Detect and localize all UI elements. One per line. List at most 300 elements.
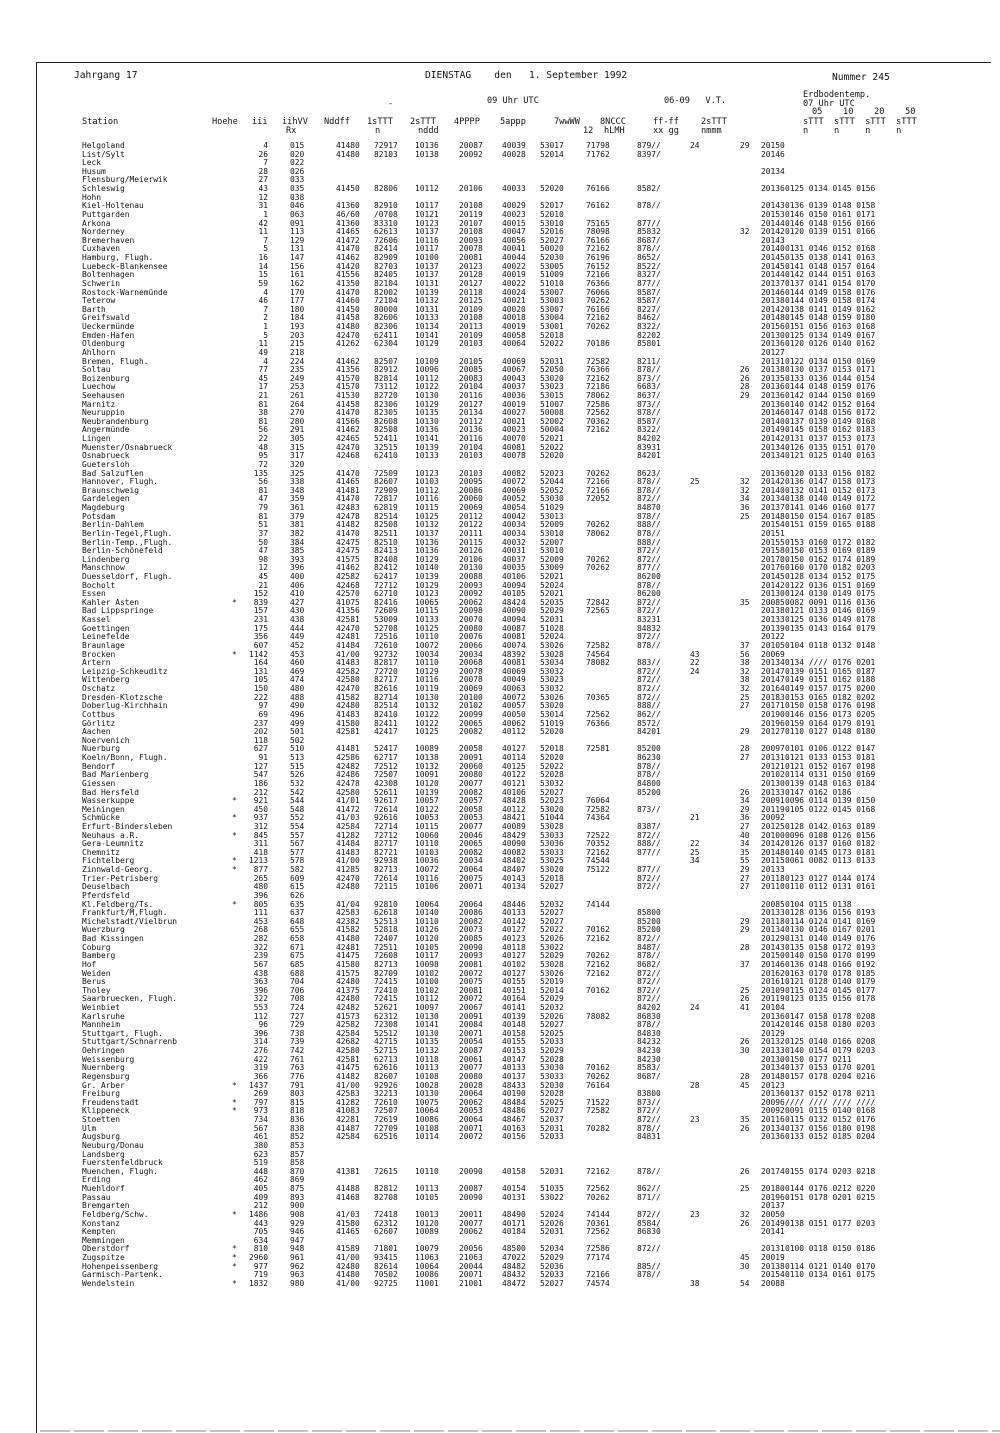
cell-field-4: 10134 <box>415 322 439 332</box>
cell-field-4: 10103 <box>415 477 439 487</box>
mountain-station-marker: * <box>232 813 237 823</box>
station-name: Noervenich <box>82 735 130 745</box>
cell-field-0: 2 <box>263 313 268 323</box>
cell-field-3: 82909 <box>374 253 398 263</box>
cell-field-5: 20077 <box>459 821 483 831</box>
station-name: Wuerzburg <box>82 925 125 935</box>
station-name: Erfurt-Bindersleben <box>82 821 173 831</box>
cell-field-11: 29 <box>740 727 750 737</box>
cell-field-0: 282 <box>253 934 268 944</box>
cell-field-7: 53030 <box>540 1063 564 1073</box>
cell-field-9: 877// <box>637 865 661 875</box>
cell-field-13: 0146 0156 0173 0205 <box>785 709 876 719</box>
cell-field-5: 20044 <box>459 1261 483 1271</box>
cell-field-3: 72609 <box>374 606 398 616</box>
cell-field-2: 42481 <box>336 632 360 642</box>
cell-field-3: 82414 <box>374 244 398 254</box>
cell-field-5: 21001 <box>459 1278 483 1288</box>
cell-field-3: 72415 <box>374 977 398 987</box>
cell-field-13: 0153 0165 0182 0202 <box>785 692 876 702</box>
cell-field-7: 53025 <box>540 856 564 866</box>
cell-field-10: 25 <box>690 847 700 857</box>
mountain-station-marker: * <box>232 1278 237 1288</box>
cell-field-2: 41589 <box>336 1244 360 1254</box>
cell-field-7: 52027 <box>540 1278 564 1288</box>
cell-field-3: 52417 <box>374 744 398 754</box>
cell-field-4: 10086 <box>415 1270 439 1280</box>
cell-field-2: 42570 <box>336 589 360 599</box>
cell-field-9: 84230 <box>637 1054 661 1064</box>
cell-field-6: 48407 <box>502 865 526 875</box>
cell-field-5: 20064 <box>459 1089 483 1099</box>
cell-field-0: 43 <box>258 184 268 194</box>
station-name: Tholey <box>82 985 111 995</box>
cell-field-6: 40041 <box>502 244 526 254</box>
cell-field-7: 52050 <box>540 365 564 375</box>
cell-field-4: 10132 <box>415 520 439 530</box>
cell-field-11: 26 <box>740 1037 750 1047</box>
cell-field-3: 92617 <box>374 796 398 806</box>
cell-field-8: 72052 <box>586 494 610 504</box>
station-name: Konstanz <box>82 1218 121 1228</box>
cell-field-13: 0121 0128 0140 0179 <box>785 977 876 987</box>
cell-field-0: 553 <box>253 1003 268 1012</box>
cell-field-4: 10133 <box>415 615 439 625</box>
cell-field-6: 40058 <box>502 330 526 340</box>
cell-field-9: 8387/ <box>637 821 661 831</box>
cell-field-12: 20134 <box>761 925 785 935</box>
cell-field-6: 40072 <box>502 692 526 702</box>
cell-field-7: 53020 <box>540 804 564 814</box>
cell-field-13: 0151 0159 0165 0188 <box>785 520 876 530</box>
cell-field-1: 427 <box>290 597 305 607</box>
cell-field-0: 17 <box>258 382 268 392</box>
cell-field-4: 10113 <box>415 1184 439 1194</box>
cell-field-5: 20118 <box>459 287 483 297</box>
cell-field-1: 215 <box>290 339 305 349</box>
cell-field-6: 40155 <box>502 1037 526 1047</box>
cell-field-5: 20093 <box>459 580 483 590</box>
cell-field-3: 72407 <box>374 934 398 944</box>
cell-field-10: 24 <box>690 666 700 676</box>
cell-field-4: 10132 <box>415 1046 439 1056</box>
station-name: Muehldorf <box>82 1184 125 1194</box>
cell-field-9: 877// <box>637 847 661 857</box>
cell-field-6: 40062 <box>502 718 526 728</box>
cell-field-4: 10123 <box>415 468 439 478</box>
cell-field-3: 82703 <box>374 261 398 271</box>
cell-field-1: 496 <box>290 709 305 719</box>
cell-field-4: 10129 <box>415 666 439 676</box>
cell-field-7: 52024 <box>540 632 564 642</box>
cell-field-4: 10112 <box>415 485 439 495</box>
cell-field-2: 41575 <box>336 968 360 978</box>
cell-field-0: 7 <box>263 304 268 314</box>
cell-field-3: 82614 <box>374 1261 398 1271</box>
cell-field-3: 82817 <box>374 658 398 668</box>
cell-field-6: 40190 <box>502 1089 526 1099</box>
cell-field-3: 82607 <box>374 1071 398 1081</box>
cell-field-8: 78098 <box>586 227 610 237</box>
cell-field-11: 26 <box>740 1166 750 1176</box>
cell-field-1: 929 <box>290 1218 305 1228</box>
cell-field-0: 69 <box>258 709 268 719</box>
cell-field-6: 40137 <box>502 1071 526 1081</box>
cell-field-6: 40105 <box>502 589 526 599</box>
cell-field-4: 10122 <box>415 804 439 814</box>
cell-field-7: 51029 <box>540 503 564 513</box>
cell-field-3: 82713 <box>374 959 398 969</box>
cell-field-1: 359 <box>290 494 305 504</box>
cell-field-5: 20090 <box>459 1192 483 1202</box>
cell-field-2: 42584 <box>336 1028 360 1038</box>
cell-field-0: 12 <box>258 192 268 202</box>
cell-field-4: 10122 <box>415 718 439 728</box>
cell-field-0: 396 <box>253 985 268 995</box>
cell-field-0: 269 <box>253 1089 268 1099</box>
cell-field-1: 249 <box>290 373 305 383</box>
cell-field-4: 10036 <box>415 856 439 866</box>
col-8nccc: 8NCCC <box>600 117 626 127</box>
cell-field-6: 40078 <box>502 451 526 461</box>
station-name: Freiburg <box>82 1089 121 1099</box>
cell-field-4: 10133 <box>415 451 439 461</box>
cell-field-2: 41356 <box>336 365 360 375</box>
cell-field-3: 72709 <box>374 1123 398 1133</box>
station-name: Klippeneck <box>82 1106 130 1116</box>
cell-field-12: 20145 <box>761 572 785 581</box>
cell-field-3: 93415 <box>374 1252 398 1262</box>
cell-field-6: 40131 <box>502 1192 526 1202</box>
cell-field-5: 20106 <box>459 184 483 194</box>
cell-field-2: 42580 <box>336 787 360 797</box>
cell-field-1: 582 <box>290 865 305 875</box>
cell-field-5: 20066 <box>459 640 483 650</box>
cell-field-6: 40127 <box>502 968 526 978</box>
cell-field-7: 52022 <box>540 761 564 771</box>
cell-field-5: 20088 <box>459 572 483 581</box>
cell-field-1: 091 <box>290 218 305 228</box>
cell-field-7: 52020 <box>540 451 564 461</box>
cell-field-1: 637 <box>290 908 305 918</box>
cell-field-11: 26 <box>740 1123 750 1133</box>
cell-field-8: 75122 <box>586 865 610 875</box>
cell-field-8: 78082 <box>586 658 610 668</box>
station-name: Barth <box>82 304 106 314</box>
cell-field-0: 42 <box>258 218 268 228</box>
cell-field-13: 0122 0134 0150 0169 <box>785 356 876 366</box>
cell-field-4: 10135 <box>415 1037 439 1047</box>
cell-field-6: 48428 <box>502 796 526 806</box>
mountain-station-marker: * <box>232 1252 237 1262</box>
cell-field-7: 52021 <box>540 589 564 599</box>
cell-field-4: 10100 <box>415 253 439 263</box>
cell-field-6: 40028 <box>502 149 526 159</box>
cell-field-2: 42468 <box>336 580 360 590</box>
station-name: Berlin-Temp.,Flugh. <box>82 537 173 547</box>
cell-field-9: 878// <box>637 201 661 211</box>
cell-field-9: 8587/ <box>637 416 661 426</box>
cell-field-1: 438 <box>290 615 305 625</box>
cell-field-12: 20155 <box>761 537 785 547</box>
station-name: Weinbiet <box>82 1003 121 1012</box>
cell-field-11: 29 <box>740 865 750 875</box>
cell-field-2: 41470 <box>336 244 360 254</box>
cell-field-1: 193 <box>290 322 305 332</box>
cell-field-0: 15 <box>258 270 268 280</box>
cell-field-7: 53001 <box>540 322 564 332</box>
cell-field-1: 488 <box>290 692 305 702</box>
soil-temp-time: 07 Uhr UTC <box>803 99 855 109</box>
station-name: Michelstadt/Vielbrun <box>82 916 178 926</box>
cell-field-2: 41381 <box>336 1166 360 1176</box>
mountain-station-marker: * <box>232 830 237 840</box>
cell-field-11: 25 <box>740 692 750 702</box>
cell-field-2: 42382 <box>336 916 360 926</box>
cell-field-9: 877// <box>637 563 661 573</box>
station-name: Flensburg/Meierwik <box>82 175 168 185</box>
cell-field-13: 0147 0148 0156 0172 <box>785 408 876 418</box>
cell-field-8: 78062 <box>586 390 610 400</box>
cell-field-7: 52023 <box>540 796 564 806</box>
cell-field-6: 40072 <box>502 477 526 487</box>
cell-field-4: 10112 <box>415 994 439 1004</box>
cell-field-1: 893 <box>290 1192 305 1202</box>
cell-field-11: 41 <box>740 1003 750 1012</box>
cell-field-11: 27 <box>740 753 750 763</box>
cell-field-6: 40063 <box>502 684 526 694</box>
cell-field-2: 41470 <box>336 528 360 538</box>
cell-field-7: 52016 <box>540 227 564 237</box>
soil-temp-title: Erdbodentemp. <box>803 90 871 100</box>
cell-field-6: 40118 <box>502 942 526 952</box>
cell-field-6: 48421 <box>502 813 526 823</box>
cell-field-12: 20118 <box>761 873 785 883</box>
cell-field-9: 8322/ <box>637 322 661 332</box>
table-row <box>40 1151 980 1160</box>
cell-field-5: 20081 <box>459 253 483 263</box>
station-name: Guetersloh <box>82 459 130 469</box>
cell-field-0: 396 <box>253 1028 268 1038</box>
cell-field-12: 20190 <box>761 709 785 719</box>
cell-field-13: 0163 0170 0178 0185 <box>785 968 876 978</box>
cell-field-1: 704 <box>290 977 305 987</box>
station-name: Kl.Feldberg/Ts. <box>82 899 154 909</box>
cell-field-0: 45 <box>258 373 268 383</box>
cell-field-1: 177 <box>290 296 305 306</box>
cell-field-0: 734 <box>253 1115 268 1125</box>
cell-field-5: 20080 <box>459 1071 483 1081</box>
station-name: Karlsruhe <box>82 1011 125 1021</box>
cell-field-5: 20109 <box>459 304 483 314</box>
cell-field-12: 20180 <box>761 1184 785 1194</box>
cell-field-2: 41570 <box>336 373 360 383</box>
cell-field-0: 46 <box>258 296 268 306</box>
cell-field-9: 888// <box>637 520 661 530</box>
station-name: Fuerstenfeldbruck <box>82 1158 163 1168</box>
cell-field-13: 0125 0136 0149 0178 <box>785 615 876 625</box>
cell-field-11: 35 <box>740 847 750 857</box>
station-name: Bremerhaven <box>82 235 135 245</box>
cell-field-2: 42470 <box>336 684 360 694</box>
cell-field-4: 10130 <box>415 692 439 702</box>
cell-field-9: 8637/ <box>637 390 661 400</box>
cell-field-3: 72610 <box>374 640 398 650</box>
cell-field-3: 82709 <box>374 968 398 978</box>
cell-field-2: 41460 <box>336 296 360 306</box>
cell-field-13: 0137 0139 0149 0168 <box>785 416 876 426</box>
cell-field-2: 41470 <box>336 494 360 504</box>
cell-field-9: 84201 <box>637 451 661 461</box>
cell-field-11: 26 <box>740 994 750 1004</box>
cell-field-12: 20141 <box>761 1227 785 1237</box>
cell-field-12: 20149 <box>761 1218 785 1228</box>
col-2sttt-b: 2sTTT <box>701 117 727 127</box>
cell-field-4: 10102 <box>415 968 439 978</box>
cell-field-4: 10110 <box>415 632 439 642</box>
cell-field-2: 42468 <box>336 451 360 461</box>
cell-field-9: 84201 <box>637 727 661 737</box>
cell-field-13: 0139 0148 0163 0184 <box>785 778 876 788</box>
cell-field-3: 92732 <box>374 649 398 659</box>
cell-field-3: 72619 <box>374 1115 398 1125</box>
cell-field-7: 52019 <box>540 977 564 987</box>
cell-field-12: 20154 <box>761 520 785 530</box>
col-2sttt-b-sub: nmmm <box>701 126 722 136</box>
cell-field-8: 72565 <box>586 606 610 616</box>
cell-field-6: 40031 <box>502 546 526 556</box>
station-name: Nuernberg <box>82 1063 125 1073</box>
cell-field-0: 212 <box>253 1201 268 1211</box>
cell-field-13: 0135 0138 0141 0163 <box>785 253 876 263</box>
cell-field-3: 72614 <box>374 804 398 814</box>
cell-field-4: 10112 <box>415 184 439 194</box>
cell-field-5: 20061 <box>459 1054 483 1064</box>
cell-field-7: 52027 <box>540 908 564 918</box>
cell-field-5: 20071 <box>459 1123 483 1133</box>
cell-field-4: 10100 <box>415 977 439 987</box>
cell-field-2: 41282 <box>336 1097 360 1107</box>
cell-field-13: 0146 0158 0180 0203 <box>785 1020 876 1030</box>
cell-field-7: 53010 <box>540 218 564 228</box>
cell-field-0: 356 <box>253 632 268 642</box>
cell-field-7: 53007 <box>540 304 564 314</box>
station-name: Görlitz <box>82 718 116 728</box>
cell-field-11: 27 <box>740 882 750 892</box>
station-name: Arkona <box>82 218 111 228</box>
cell-field-5: 20083 <box>459 373 483 383</box>
cell-field-1: 946 <box>290 1227 305 1237</box>
cell-field-1: 162 <box>290 278 305 288</box>
cell-field-4: 10126 <box>415 925 439 935</box>
cell-field-2: 41484 <box>336 839 360 849</box>
cell-field-6: 40081 <box>502 632 526 642</box>
cell-field-13: 0144 0149 0158 0176 <box>785 287 876 297</box>
table-row <box>40 1280 980 1289</box>
cell-field-5: 20075 <box>459 873 483 883</box>
cell-field-3: 52512 <box>374 1028 398 1038</box>
station-name: Oldenburg <box>82 339 125 349</box>
cell-field-13: 0104 0118 0132 0148 <box>785 640 876 650</box>
cell-field-3: 72614 <box>374 873 398 883</box>
cell-field-9: 872// <box>637 597 661 607</box>
cell-field-2: 41483 <box>336 658 360 668</box>
cell-field-9: 878// <box>637 477 661 487</box>
cell-field-13: 0149 0157 0175 0200 <box>785 684 876 694</box>
cell-field-3: 42417 <box>374 727 398 737</box>
cell-field-7: 52014 <box>540 985 564 995</box>
cell-field-5: 20070 <box>459 615 483 625</box>
cell-field-0: 21 <box>258 580 268 590</box>
cell-field-5: 20099 <box>459 709 483 719</box>
cell-field-0: 81 <box>258 511 268 521</box>
cell-field-12: 20085 <box>761 899 785 909</box>
cell-field-0: 77 <box>258 365 268 375</box>
cell-field-0: 56 <box>258 477 268 487</box>
station-name: Manschnow <box>82 563 125 573</box>
cell-field-0: 14 <box>258 261 268 271</box>
cell-field-2: 41487 <box>336 1123 360 1133</box>
cell-field-3: 92616 <box>374 813 398 823</box>
cell-field-12: 20130 <box>761 330 785 340</box>
cell-field-3: 72606 <box>374 235 398 245</box>
cell-field-9: 872// <box>637 606 661 616</box>
cell-field-4: 10072 <box>415 865 439 875</box>
cell-field-5: 20060 <box>459 761 483 771</box>
cell-field-1: 063 <box>290 209 305 219</box>
cell-field-1: 742 <box>290 1046 305 1056</box>
cell-field-3: 82514 <box>374 701 398 711</box>
table-row <box>40 1133 980 1142</box>
cell-field-4: 10132 <box>415 296 439 306</box>
cell-field-1: 908 <box>290 1209 305 1219</box>
cell-field-1: 870 <box>290 1166 305 1176</box>
cell-field-1: 384 <box>290 537 305 547</box>
cell-field-12: 20134 <box>761 658 785 668</box>
cell-field-1: 026 <box>290 166 305 176</box>
cell-field-0: 519 <box>253 1158 268 1168</box>
cell-field-0: 111 <box>253 908 268 918</box>
cell-field-11: 38 <box>740 658 750 668</box>
cell-field-0: 366 <box>253 1071 268 1081</box>
cell-field-10: 24 <box>690 1003 700 1012</box>
cell-field-4: 10110 <box>415 658 439 668</box>
cell-field-8: 76166 <box>586 184 610 194</box>
cell-field-4: 10060 <box>415 830 439 840</box>
cell-field-5: 20084 <box>459 1020 483 1030</box>
cell-field-9: 872// <box>637 977 661 987</box>
cell-field-0: 319 <box>253 1063 268 1073</box>
cell-field-12: 20134 <box>761 451 785 461</box>
cell-field-12: 20146 <box>761 287 785 297</box>
cell-field-5: 20071 <box>459 1028 483 1038</box>
cell-field-0: 239 <box>253 951 268 961</box>
cell-field-3: 72817 <box>374 494 398 504</box>
cell-field-5: 20087 <box>459 1184 483 1194</box>
mountain-station-marker: * <box>232 796 237 806</box>
cell-field-3: 82717 <box>374 675 398 685</box>
cell-field-6: 48467 <box>502 1115 526 1125</box>
cell-field-13: 0124 0130 0149 0175 <box>785 589 876 599</box>
cell-field-13: 0123 0127 0144 0174 <box>785 873 876 883</box>
table-row <box>40 340 980 349</box>
cell-field-3: 72104 <box>374 296 398 306</box>
cell-field-6: 40033 <box>502 184 526 194</box>
cell-field-1: 035 <box>290 184 305 194</box>
cell-field-13: 0137 0141 0154 0170 <box>785 278 876 288</box>
cell-field-2: 42475 <box>336 537 360 547</box>
cell-field-1: 708 <box>290 994 305 1004</box>
